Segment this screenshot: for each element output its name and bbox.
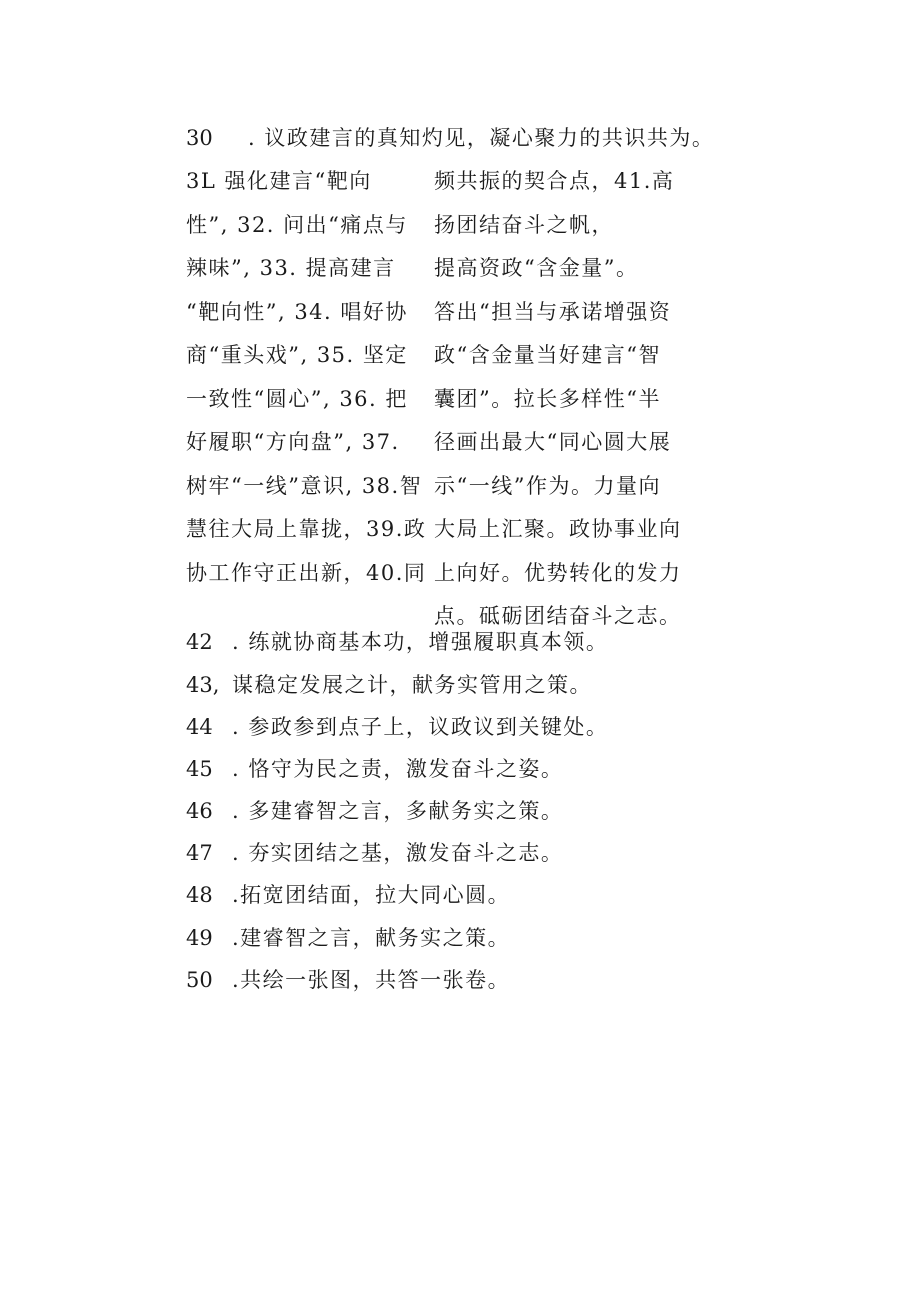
right-column-line: 扬团结奋斗之帆， <box>434 212 614 237</box>
right-column-line: 示“一线”作为。力量向 <box>434 473 661 498</box>
left-column-line: 性”, 32. 问出“痛点与 <box>186 212 408 237</box>
item-48 <box>186 881 510 909</box>
right-column-line: 政“含金量当好建言“智 <box>434 343 661 367</box>
left-column-line: 辣味”, 33. 提高建言 <box>186 256 396 280</box>
left-column-line: 好履职“方向盘”, 37. <box>186 430 400 454</box>
right-column-line: 囊团”。拉长多样性“半 <box>434 386 661 411</box>
left-column-line: “靶向性”, 34. 唱好协 <box>186 299 408 324</box>
item-number: 45 <box>186 757 213 781</box>
item-text: . 参政参到点子上，议政议到关键处。 <box>232 715 609 739</box>
item-number: 48 <box>186 883 213 907</box>
left-column-line: 商“重头戏”, 35. 坚定 <box>186 343 408 367</box>
item-45 <box>186 755 563 783</box>
left-column-line: 慧往大局上靠拢，39.政 <box>186 517 427 541</box>
item-text: .拓宽团结面，拉大同心圆。 <box>232 883 511 907</box>
right-column-line: 答出“担当与承诺增强资 <box>434 299 672 324</box>
item-text: . 练就协商基本功，增强履职真本领。 <box>232 630 609 654</box>
item-46 <box>186 797 563 825</box>
item-number: 49 <box>186 926 213 950</box>
item-47 <box>186 839 563 867</box>
left-column-line: 协工作守正出新，40.同 <box>186 560 427 585</box>
left-column <box>186 167 426 602</box>
item-text: . 议政建言的真知灼见，凝心聚力的共识共为。 <box>248 126 715 150</box>
item-42 <box>186 628 608 656</box>
item-text: . 恪守为民之责，激发奋斗之姿。 <box>232 757 564 781</box>
left-column-line: 3L 强化建言“靶向 <box>186 169 372 193</box>
item-number: 43, <box>186 673 220 697</box>
right-column-line: 点。砥砺团结奋斗之志。 <box>434 604 682 628</box>
right-column-line: 频共振的契合点，41.高 <box>434 169 675 193</box>
item-50 <box>186 966 510 994</box>
item-number: 42 <box>186 630 213 654</box>
item-text: . 夯实团结之基，激发奋斗之志。 <box>232 841 564 865</box>
right-column-line: 径画出最大“同心圆大展 <box>434 430 672 454</box>
item-text: .建睿智之言，献务实之策。 <box>232 926 511 950</box>
right-column <box>434 167 682 646</box>
item-number: 44 <box>186 715 213 739</box>
item-text: .共绘一张图，共答一张卷。 <box>232 968 511 992</box>
item-49 <box>186 924 510 952</box>
item-43 <box>186 671 592 699</box>
right-column-line: 上向好。优势转化的发力 <box>434 560 682 585</box>
item-number: 30 <box>186 126 213 150</box>
item-number: 50 <box>186 968 213 992</box>
right-column-line: 提高资政“含金量”。 <box>434 256 639 280</box>
item-44 <box>186 713 608 741</box>
left-column-line: 树牢“一线”意识, 38.智 <box>186 473 423 498</box>
item-number: 47 <box>186 841 213 865</box>
right-column-line: 大局上汇聚。政协事业向 <box>434 517 682 541</box>
item-text: . 多建睿智之言，多献务实之策。 <box>232 799 564 823</box>
item-number: 46 <box>186 799 213 823</box>
item-30 <box>186 124 714 152</box>
item-text: 谋稳定发展之计，献务实管用之策。 <box>232 673 592 697</box>
left-column-line: 一致性“圆心”, 36. 把 <box>186 386 408 411</box>
